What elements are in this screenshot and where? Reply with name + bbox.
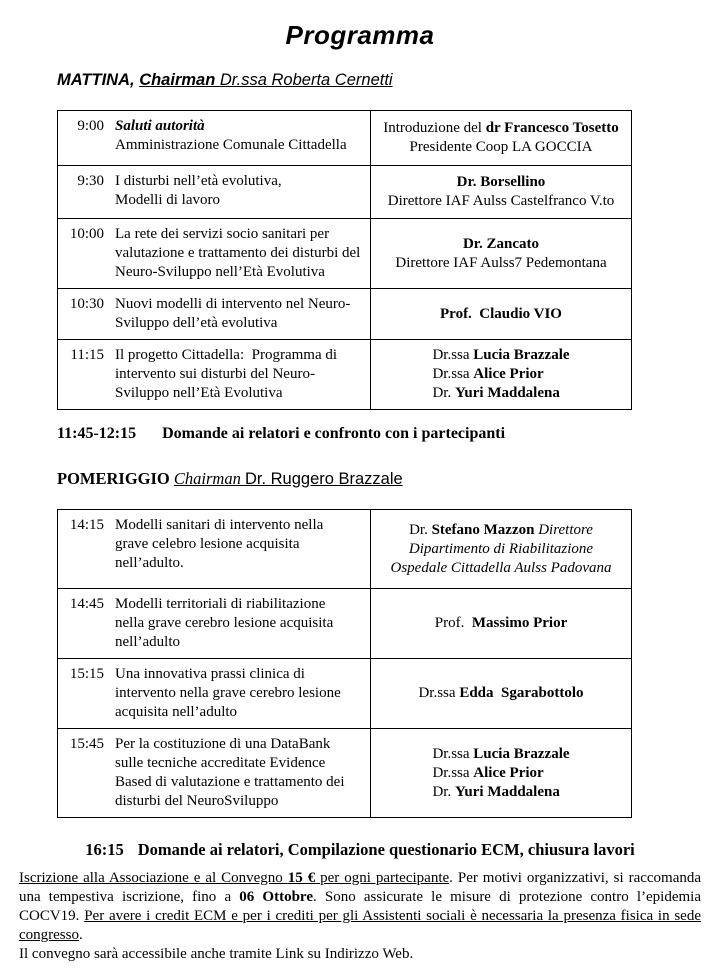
table-row bbox=[58, 218, 631, 288]
time-cell: 9:30 bbox=[77, 173, 104, 189]
table-row bbox=[58, 728, 631, 817]
closing-text: Domande ai relatori, Compilazione questionario ECM, chiusura lavori bbox=[137, 840, 635, 859]
speaker-cell: Dr. Stefano Mazzon Direttore Dipartimento di Riabilitazione Ospedale Cittadella Aulss Padovana bbox=[370, 510, 631, 588]
topic-cell: I disturbi nell’età evolutiva, Modelli di lavoro bbox=[115, 173, 282, 208]
topic-cell: Modelli sanitari di intervento nella grave celebro lesione acquisita nell’adulto. bbox=[115, 517, 324, 571]
speaker-cell: Introduzione del dr Francesco Tosetto Presidente Coop LA GOCCIA bbox=[370, 111, 631, 165]
time-cell: 14:15 bbox=[69, 517, 104, 533]
afternoon-session-header: POMERIGGIO Chairman Dr. Ruggero Brazzale bbox=[57, 469, 403, 488]
interlude-time: 11:45-12:15 bbox=[57, 425, 137, 442]
page-title: Programma bbox=[285, 20, 435, 50]
time-cell: 14:45 bbox=[69, 596, 104, 612]
topic-cell: Una innovativa prassi clinica di intervento nella grave cerebro lesione acquisita nell’adulto bbox=[115, 666, 341, 720]
closing-line bbox=[0, 840, 720, 860]
table-row bbox=[58, 510, 631, 588]
time-cell: 15:15 bbox=[69, 666, 104, 682]
program-table-morning bbox=[57, 110, 632, 410]
topic-cell: Il progetto Cittadella: Programma di intervento sui disturbi del Neuro- Sviluppo nell’Età Evolutiva bbox=[115, 347, 338, 401]
table-row bbox=[58, 165, 631, 218]
time-cell: 9:00 bbox=[77, 118, 104, 134]
speaker-cell: Dr. Zancato Direttore IAF Aulss7 Pedemontana bbox=[370, 219, 631, 288]
time-cell: 15:45 bbox=[69, 736, 104, 752]
morning-session-header: MATTINA, Chairman Dr.ssa Roberta Cernetti bbox=[57, 71, 393, 89]
speaker-cell: Dr.ssa Lucia Brazzale Dr.ssa Alice Prior Dr. Yuri Maddalena bbox=[370, 729, 631, 817]
speaker-cell: Dr.ssa Lucia Brazzale Dr.ssa Alice Prior Dr. Yuri Maddalena bbox=[370, 340, 631, 409]
program-table-afternoon bbox=[57, 509, 632, 818]
table-row bbox=[58, 339, 631, 409]
table-row bbox=[58, 658, 631, 728]
topic-cell: Modelli territoriali di riabilitazione nella grave cerebro lesione acquisita nell’adulto bbox=[115, 596, 334, 650]
speaker-cell: Prof. Massimo Prior bbox=[370, 589, 631, 658]
table-row bbox=[58, 111, 631, 165]
topic-cell: Per la costituzione di una DataBank sulle tecniche accreditate Evidence Based di valutazione e trattamento dei disturbi del NeuroSviluppo bbox=[115, 736, 345, 809]
interlude-text: Domande ai relatori e confronto con i partecipanti bbox=[162, 425, 506, 442]
questions-morning-line bbox=[57, 425, 720, 443]
time-cell: 10:00 bbox=[69, 226, 104, 242]
time-cell: 11:15 bbox=[70, 347, 104, 363]
topic-cell: La rete dei servizi socio sanitari per valutazione e trattamento dei disturbi del Neuro-Sviluppo nell’Età Evolutiva bbox=[115, 226, 361, 280]
table-row bbox=[58, 288, 631, 339]
speaker-cell: Dr.ssa Edda Sgarabottolo bbox=[370, 659, 631, 728]
speaker-cell: Prof. Claudio VIO bbox=[370, 289, 631, 339]
speaker-cell: Dr. Borsellino Direttore IAF Aulss Castelfranco V.to bbox=[370, 166, 631, 218]
closing-time: 16:15 bbox=[85, 840, 124, 859]
table-row bbox=[58, 588, 631, 658]
topic-cell: Saluti autorità Amministrazione Comunale Cittadella bbox=[115, 118, 347, 153]
time-cell: 10:30 bbox=[69, 296, 104, 312]
topic-cell: Nuovi modelli di intervento nel Neuro- Sviluppo dell’età evolutiva bbox=[115, 296, 351, 331]
footer-note: Iscrizione alla Associazione e al Convegno 15 € per ogni partecipante. Per motivi organizzativi, si raccomanda una tempestiva iscrizione, fino a 06 Ottobre. Sono assicurate le misure di protezione contro l’epidemia COCV19. Per avere i credit ECM e per i crediti per gli Assistenti sociali è necessaria la presenza fisica in sede congresso. Il convegno sarà accessibile anche tramite Link su Indirizzo Web. bbox=[19, 870, 702, 962]
